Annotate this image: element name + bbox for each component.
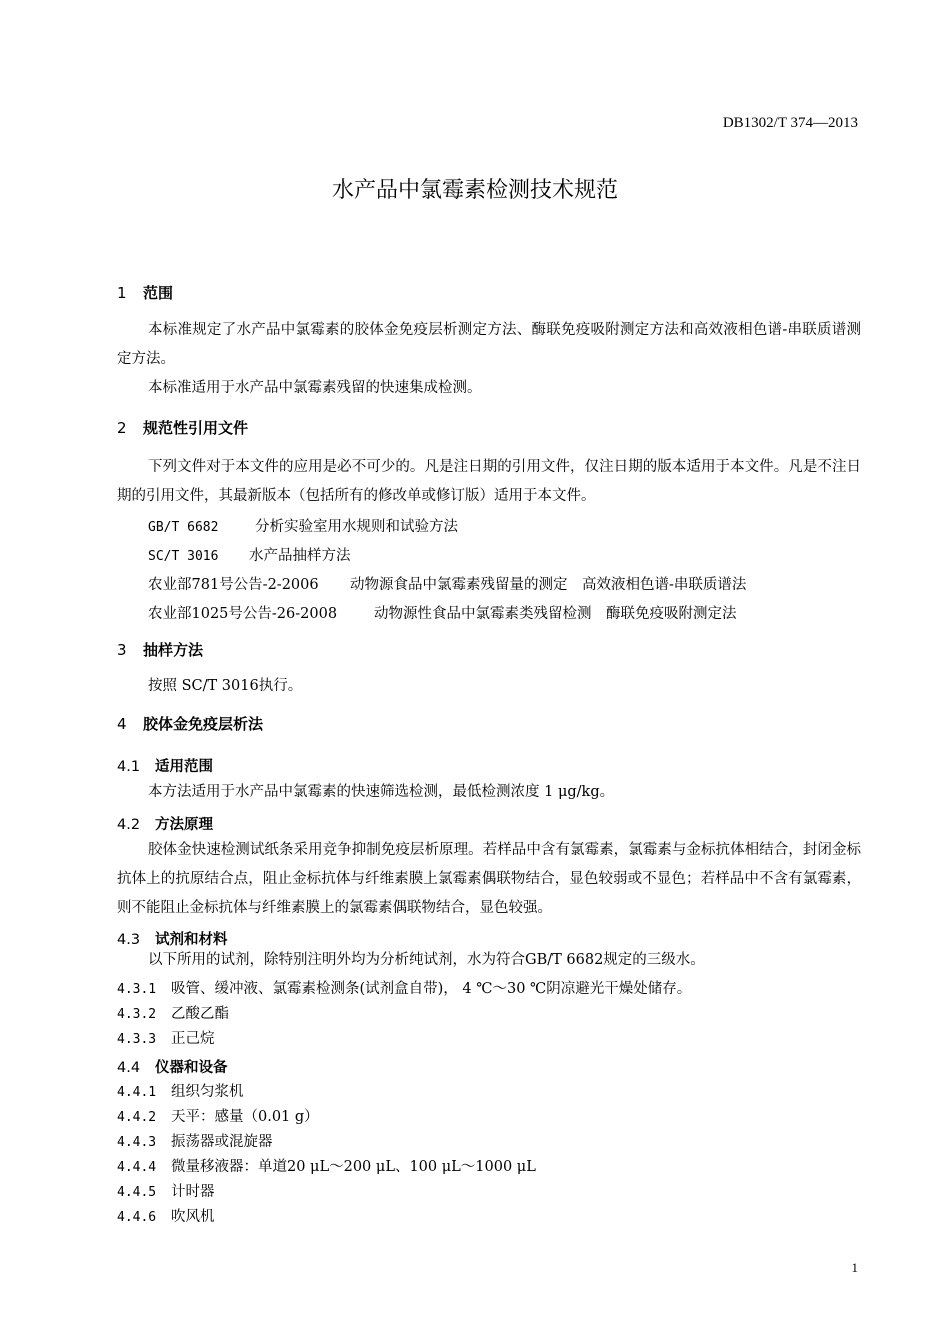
item-text: 振荡器或混旋器 (171, 1134, 273, 1150)
list-item (117, 977, 691, 998)
item-text: 天平：感量（0.01 g） (171, 1109, 319, 1125)
subsection-4-4-heading (117, 1056, 228, 1077)
subsection-4-1-heading (117, 755, 213, 776)
item-number: 4.3.3 (117, 1032, 157, 1047)
subsection-4-2-heading (117, 813, 213, 834)
document-code: DB1302/T 374—2013 (722, 115, 858, 131)
item-number: 4.4.6 (117, 1210, 157, 1225)
section-1-paragraph-2: 本标准适用于水产品中氯霉素残留的快速集成检测。 (148, 380, 482, 396)
section-title: 规范性引用文件 (143, 419, 249, 437)
section-number: 3 (117, 641, 127, 659)
section-title: 抽样方法 (143, 641, 204, 659)
list-item (117, 1105, 319, 1126)
section-title: 胶体金免疫层析法 (143, 715, 264, 733)
section-4-heading (117, 713, 263, 734)
reference-title: 动物源性食品中氯霉素类残留检测 酶联免疫吸附测定法 (374, 606, 737, 622)
list-item (117, 1002, 229, 1023)
subsection-number: 4.2 (117, 817, 141, 833)
subsection-title: 试剂和材料 (155, 932, 228, 948)
item-text: 乙酸乙酯 (171, 1006, 229, 1022)
item-text: 微量移液器：单道20 μL～200 μL、100 μL～1000 μL (171, 1159, 536, 1175)
item-number: 4.3.2 (117, 1007, 157, 1022)
reference-item (148, 544, 351, 565)
section-3-paragraph-1: 按照 SC/T 3016执行。 (148, 678, 303, 694)
reference-code: GB/T 6682 (148, 520, 219, 535)
section-number: 2 (117, 419, 127, 437)
list-item (117, 1027, 215, 1048)
list-item (117, 1130, 273, 1151)
section-2-paragraph-1: 下列文件对于本文件的应用是必不可少的。凡是注日期的引用文件，仅注日期的版本适用于本文件。凡是不注日期的引用文件，其最新版本（包括所有的修改单或修订版）适用于本文件。 (117, 459, 861, 504)
reference-code: 农业部781号公告-2-2006 (148, 577, 319, 593)
subsection-number: 4.1 (117, 759, 141, 775)
list-item (117, 1205, 215, 1226)
subsection-4-2-paragraph: 胶体金快速检测试纸条采用竞争抑制免疫层析原理。若样品中含有氯霉素，氯霉素与金标抗体相结合，封闭金标抗体上的抗原结合点，阻止金标抗体与纤维素膜上氯霉素偶联物结合，显色较弱或不显色；若样品中不含有氯霉素，则不能阻止金标抗体与纤维素膜上的氯霉素偶联物结合，显色较强。 (117, 842, 861, 916)
page-number: 1 (851, 1260, 858, 1275)
reference-item (148, 602, 737, 623)
item-text: 正己烷 (171, 1031, 215, 1047)
section-1-paragraph-1: 本标准规定了水产品中氯霉素的胶体金免疫层析测定方法、酶联免疫吸附测定方法和高效液相色谱-串联质谱测定方法。 (117, 322, 861, 367)
list-item (117, 1155, 536, 1176)
item-number: 4.4.5 (117, 1185, 157, 1200)
subsection-title: 仪器和设备 (155, 1060, 228, 1076)
reference-item (148, 573, 746, 594)
document-title: 水产品中氯霉素检测技术规范 (331, 178, 618, 203)
subsection-4-1-paragraph: 本方法适用于水产品中氯霉素的快速筛选检测，最低检测浓度 1 μg/kg。 (148, 784, 615, 800)
subsection-title: 方法原理 (155, 817, 213, 833)
reference-code: SC/T 3016 (148, 549, 219, 564)
item-number: 4.4.2 (117, 1110, 157, 1125)
reference-title: 水产品抽样方法 (249, 548, 351, 564)
item-text: 计时器 (171, 1184, 215, 1200)
subsection-number: 4.4 (117, 1060, 141, 1076)
section-number: 1 (117, 284, 127, 302)
item-number: 4.4.3 (117, 1135, 157, 1150)
subsection-4-3-paragraph: 以下所用的试剂，除特别注明外均为分析纯试剂，水为符合GB/T 6682规定的三级水。 (148, 952, 705, 968)
reference-title: 动物源食品中氯霉素残留量的测定 高效液相色谱-串联质谱法 (350, 577, 747, 593)
list-item (117, 1080, 244, 1101)
subsection-title: 适用范围 (155, 759, 213, 775)
item-text: 组织匀浆机 (171, 1084, 244, 1100)
list-item (117, 1180, 215, 1201)
item-text: 吹风机 (171, 1209, 215, 1225)
section-2-heading (117, 417, 248, 438)
section-1-heading (117, 282, 173, 303)
item-text: 吸管、缓冲液、氯霉素检测条(试剂盒自带)， 4 ℃～30 ℃阴凉避光干燥处储存。 (171, 981, 692, 997)
item-number: 4.4.4 (117, 1160, 157, 1175)
reference-title: 分析实验室用水规则和试验方法 (255, 519, 458, 535)
subsection-number: 4.3 (117, 932, 141, 948)
reference-item (148, 515, 458, 536)
section-title: 范围 (143, 284, 174, 302)
section-3-heading (117, 639, 203, 660)
item-number: 4.4.1 (117, 1085, 157, 1100)
section-number: 4 (117, 715, 127, 733)
item-number: 4.3.1 (117, 982, 157, 997)
reference-code: 农业部1025号公告-26-2008 (148, 606, 338, 622)
